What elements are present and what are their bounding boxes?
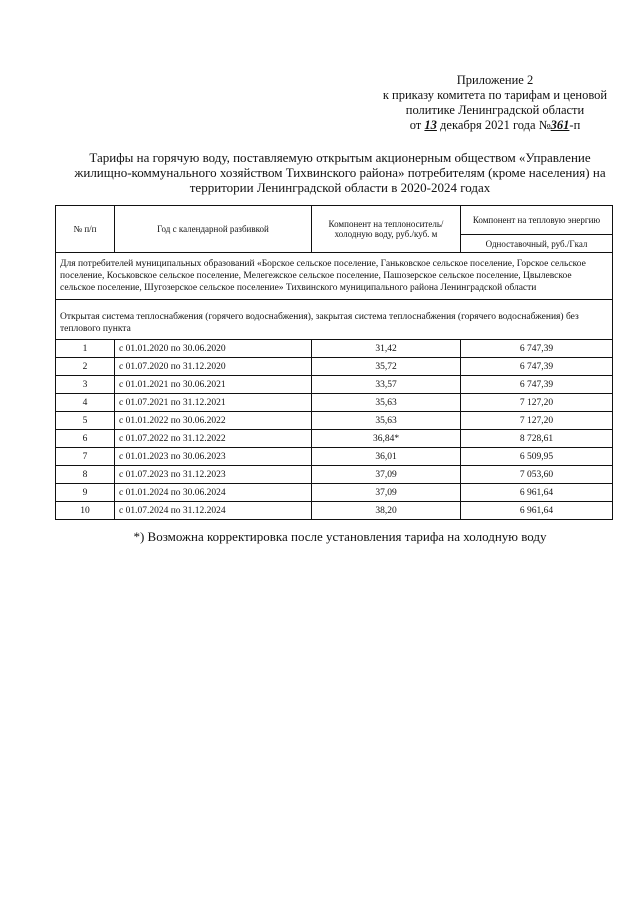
row-period: с 01.07.2021 по 31.12.2021 [115, 394, 312, 412]
row-period: с 01.07.2022 по 31.12.2022 [115, 430, 312, 448]
row-number: 6 [56, 430, 115, 448]
tariff-table [55, 205, 613, 520]
region-row: Для потребителей муниципальных образований «Борское сельское поселение, Ганьковское сельское поселение, Горское сельское поселение, Коськовское сельское поселение, Мелегежское сельское поселение, Пашозерское сельское поселение, Цвылевское сельское поселение, Шугозерское сельское поселение» Тихвинского муниципального района Ленинградской области [56, 253, 613, 300]
row-heat: 7 053,60 [461, 466, 613, 484]
row-heat: 7 127,20 [461, 412, 613, 430]
row-cold: 36,01 [312, 448, 461, 466]
row-heat: 6 747,39 [461, 358, 613, 376]
row-period: с 01.01.2021 по 30.06.2021 [115, 376, 312, 394]
row-period: с 01.07.2020 по 31.12.2020 [115, 358, 312, 376]
row-period: с 01.01.2022 по 30.06.2022 [115, 412, 312, 430]
row-heat: 8 728,61 [461, 430, 613, 448]
order-number: 361 [550, 118, 570, 132]
row-number: 5 [56, 412, 115, 430]
table-row [56, 430, 613, 448]
row-heat: 7 127,20 [461, 394, 613, 412]
header-heat: Компонент на тепловую энергию [461, 206, 613, 235]
header-heat-sub: Одноставочный, руб./Гкал [461, 235, 613, 253]
row-number: 9 [56, 484, 115, 502]
row-cold: 35,63 [312, 394, 461, 412]
row-cold: 36,84* [312, 430, 461, 448]
row-number: 2 [56, 358, 115, 376]
table-row [56, 484, 613, 502]
header-cold: Компонент на теплоноситель/ холодную воду, руб./куб. м [312, 206, 461, 253]
row-heat: 6 961,64 [461, 502, 613, 520]
text: -п [569, 118, 581, 132]
appendix-header [370, 73, 620, 133]
row-cold: 35,72 [312, 358, 461, 376]
table-row [56, 358, 613, 376]
appendix-line [370, 118, 620, 133]
table-row [56, 502, 613, 520]
row-cold: 37,09 [312, 484, 461, 502]
header-period: Год с календарной разбивкой [115, 206, 312, 253]
footnote: *) Возможна корректировка после установления тарифа на холодную воду [133, 529, 547, 544]
system-row: Открытая система теплоснабжения (горячего водоснабжения), закрытая система теплоснабжения (горячего водоснабжения) без теплового пункта [56, 300, 613, 340]
row-heat: 6 509,95 [461, 448, 613, 466]
day: 13 [424, 118, 437, 132]
row-period: с 01.07.2024 по 31.12.2024 [115, 502, 312, 520]
text: декабря 2021 года № [440, 118, 551, 132]
table-row [56, 340, 613, 358]
text: от [409, 118, 422, 132]
appendix-line: политике Ленинградской области [405, 103, 585, 117]
row-period: с 01.01.2023 по 30.06.2023 [115, 448, 312, 466]
row-number: 1 [56, 340, 115, 358]
row-cold: 38,20 [312, 502, 461, 520]
table-row [56, 394, 613, 412]
table-row [56, 466, 613, 484]
row-period: с 01.01.2024 по 30.06.2024 [115, 484, 312, 502]
row-heat: 6 747,39 [461, 376, 613, 394]
header-num: № п/п [56, 206, 115, 253]
table-row [56, 376, 613, 394]
row-number: 8 [56, 466, 115, 484]
row-cold: 35,63 [312, 412, 461, 430]
row-number: 3 [56, 376, 115, 394]
appendix-line: к приказу комитета по тарифам и ценовой [382, 88, 608, 102]
row-number: 4 [56, 394, 115, 412]
row-heat: 6 961,64 [461, 484, 613, 502]
row-cold: 37,09 [312, 466, 461, 484]
row-cold: 33,57 [312, 376, 461, 394]
table-row [56, 448, 613, 466]
row-period: с 01.01.2020 по 30.06.2020 [115, 340, 312, 358]
row-heat: 6 747,39 [461, 340, 613, 358]
row-number: 7 [56, 448, 115, 466]
appendix-line: Приложение 2 [456, 73, 534, 87]
document-title: Тарифы на горячую воду, поставляемую открытым акционерным обществом «Управление жилищно-коммунального хозяйством Тихвинского района» потребителям (кроме населения) на территории Ленинградской области в 2020-2024 годах [74, 150, 606, 195]
row-period: с 01.07.2023 по 31.12.2023 [115, 466, 312, 484]
row-number: 10 [56, 502, 115, 520]
row-cold: 31,42 [312, 340, 461, 358]
table-row [56, 412, 613, 430]
